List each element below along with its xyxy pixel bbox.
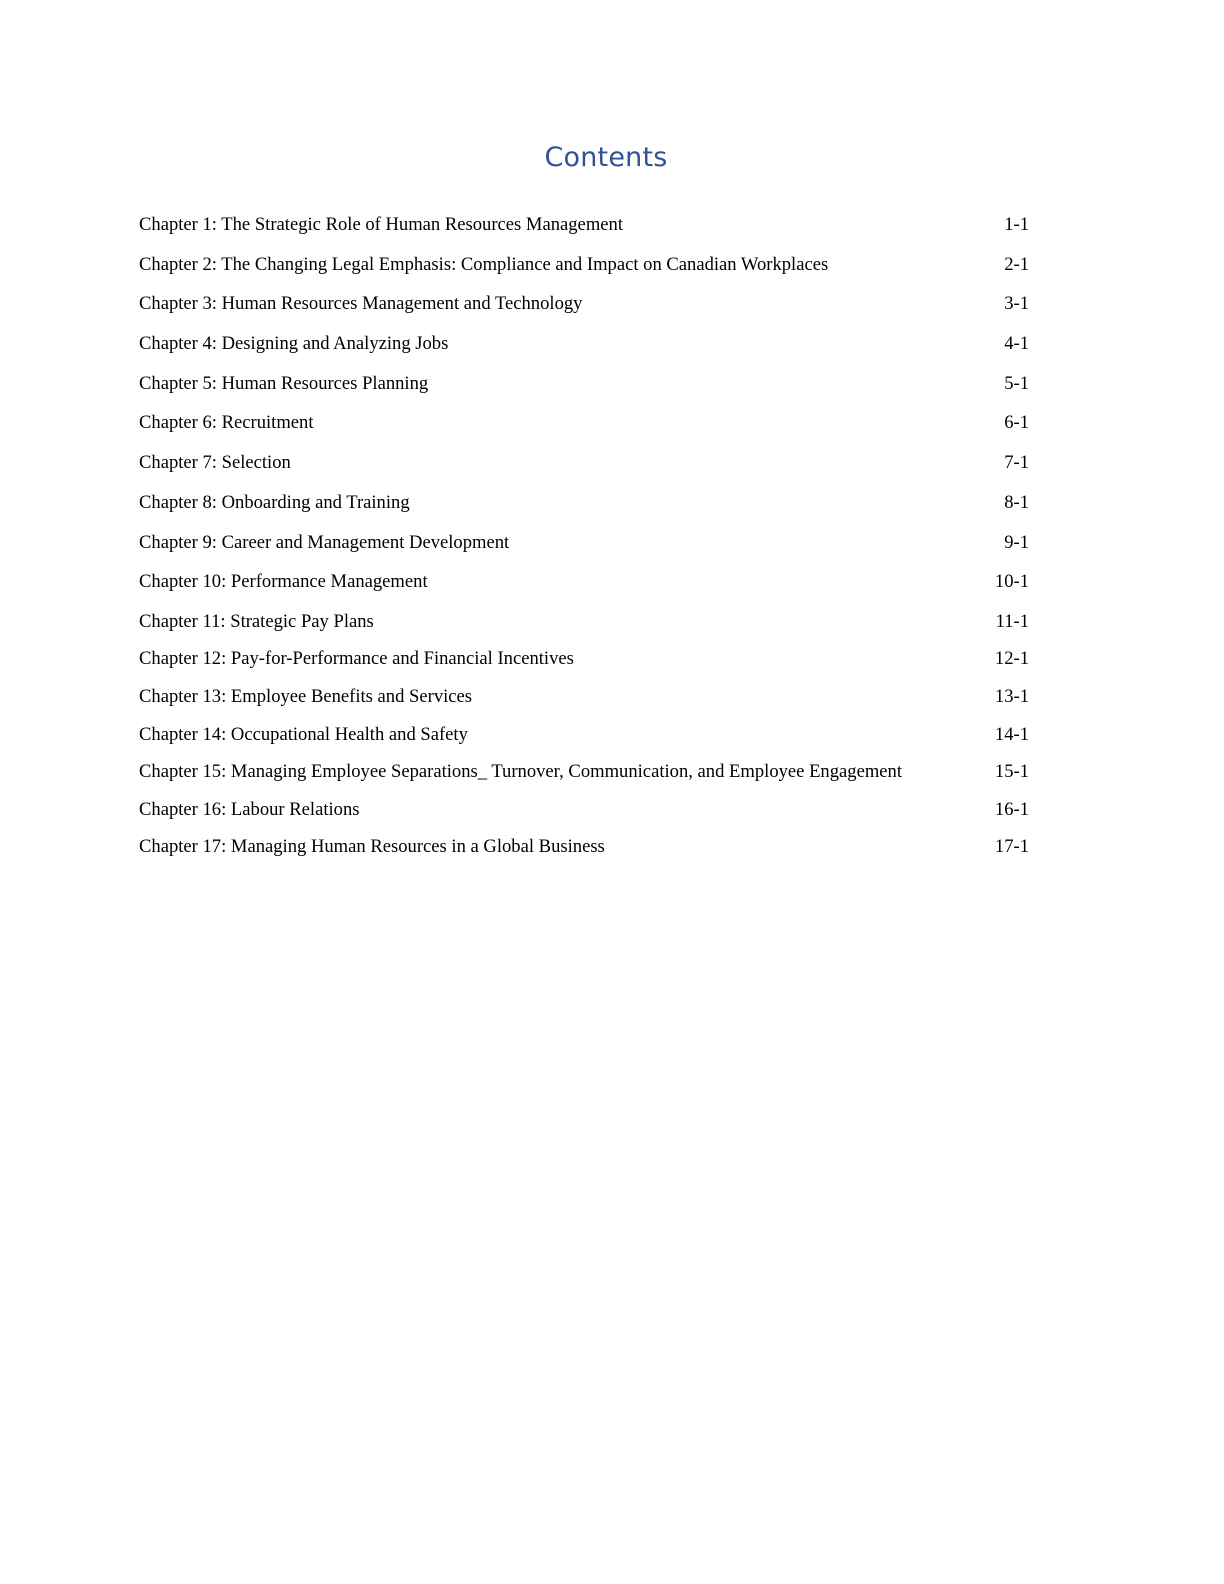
toc-entry-page: 4-1: [1004, 333, 1029, 355]
toc-entry-label: Chapter 8: Onboarding and Training: [139, 491, 410, 513]
toc-entry-label: Chapter 14: Occupational Health and Safety: [139, 723, 468, 745]
toc-entry-label: Chapter 6: Recruitment: [139, 412, 314, 434]
toc-entry[interactable]: [139, 832, 1029, 870]
toc-entry-label: Chapter 13: Employee Benefits and Services: [139, 686, 473, 708]
page-title: Contents: [544, 142, 668, 173]
toc-entry[interactable]: [139, 757, 1029, 795]
toc-entry[interactable]: [139, 210, 1029, 250]
toc-entry-page: 14-1: [994, 723, 1029, 745]
toc-entry-page: 1-1: [1004, 214, 1029, 235]
toc-entry-page: 7-1: [1004, 452, 1029, 474]
toc-entry[interactable]: [139, 289, 1029, 329]
toc-entry-page: 5-1: [1004, 372, 1029, 394]
toc-entry-page: 16-1: [994, 798, 1029, 820]
toc-entry-page: 15-1: [994, 761, 1029, 783]
toc-entry[interactable]: [139, 448, 1029, 488]
toc-entry[interactable]: [139, 607, 1029, 645]
toc-entry-page: 11-1: [995, 610, 1029, 632]
toc-entry[interactable]: [139, 720, 1029, 758]
toc-entry-page: 8-1: [1004, 491, 1029, 513]
toc-entry[interactable]: [139, 567, 1029, 607]
toc-entry[interactable]: [139, 408, 1029, 448]
toc-entry[interactable]: [139, 488, 1029, 528]
toc-entry[interactable]: [139, 682, 1029, 720]
toc-entry-page: 17-1: [994, 836, 1029, 858]
toc-entry-label: Chapter 3: Human Resources Management and Technology: [139, 293, 583, 315]
toc-entry-label: Chapter 7: Selection: [139, 452, 291, 474]
toc-entry[interactable]: [139, 369, 1029, 409]
toc-entry-page: 6-1: [1004, 412, 1029, 434]
toc-entry-page: 13-1: [994, 686, 1029, 708]
toc-entry-label: Chapter 5: Human Resources Planning: [139, 372, 429, 394]
toc-entry-label: Chapter 12: Pay-for-Performance and Financial Incentives: [139, 648, 574, 670]
toc-entry[interactable]: [139, 250, 1029, 290]
toc-entry-label: Chapter 1: The Strategic Role of Human Resources Management: [139, 214, 623, 235]
toc-entry[interactable]: [139, 528, 1029, 568]
toc-entry-page: 2-1: [1004, 253, 1029, 275]
toc-entry-label: Chapter 17: Managing Human Resources in a Global Business: [139, 836, 605, 858]
toc-entry-label: Chapter 9: Career and Management Development: [139, 531, 510, 553]
toc-entry[interactable]: [139, 795, 1029, 833]
toc-entry-label: Chapter 15: Managing Employee Separations_ Turnover, Communication, and Employee Engagement: [139, 761, 902, 783]
toc-entry-page: 3-1: [1004, 293, 1029, 315]
toc-entry-label: Chapter 16: Labour Relations: [139, 798, 360, 820]
toc-entry-label: Chapter 10: Performance Management: [139, 571, 428, 593]
toc-entry-page: 12-1: [994, 648, 1029, 670]
toc-entry-label: Chapter 2: The Changing Legal Emphasis: Compliance and Impact on Canadian Workplaces: [139, 253, 829, 275]
toc-entry-label: Chapter 11: Strategic Pay Plans: [139, 610, 374, 632]
toc-entry-page: 9-1: [1004, 531, 1029, 553]
toc-entry[interactable]: [139, 644, 1029, 682]
table-of-contents: [139, 210, 1029, 870]
toc-entry[interactable]: [139, 329, 1029, 369]
toc-entry-label: Chapter 4: Designing and Analyzing Jobs: [139, 333, 449, 355]
toc-entry-page: 10-1: [994, 571, 1029, 593]
